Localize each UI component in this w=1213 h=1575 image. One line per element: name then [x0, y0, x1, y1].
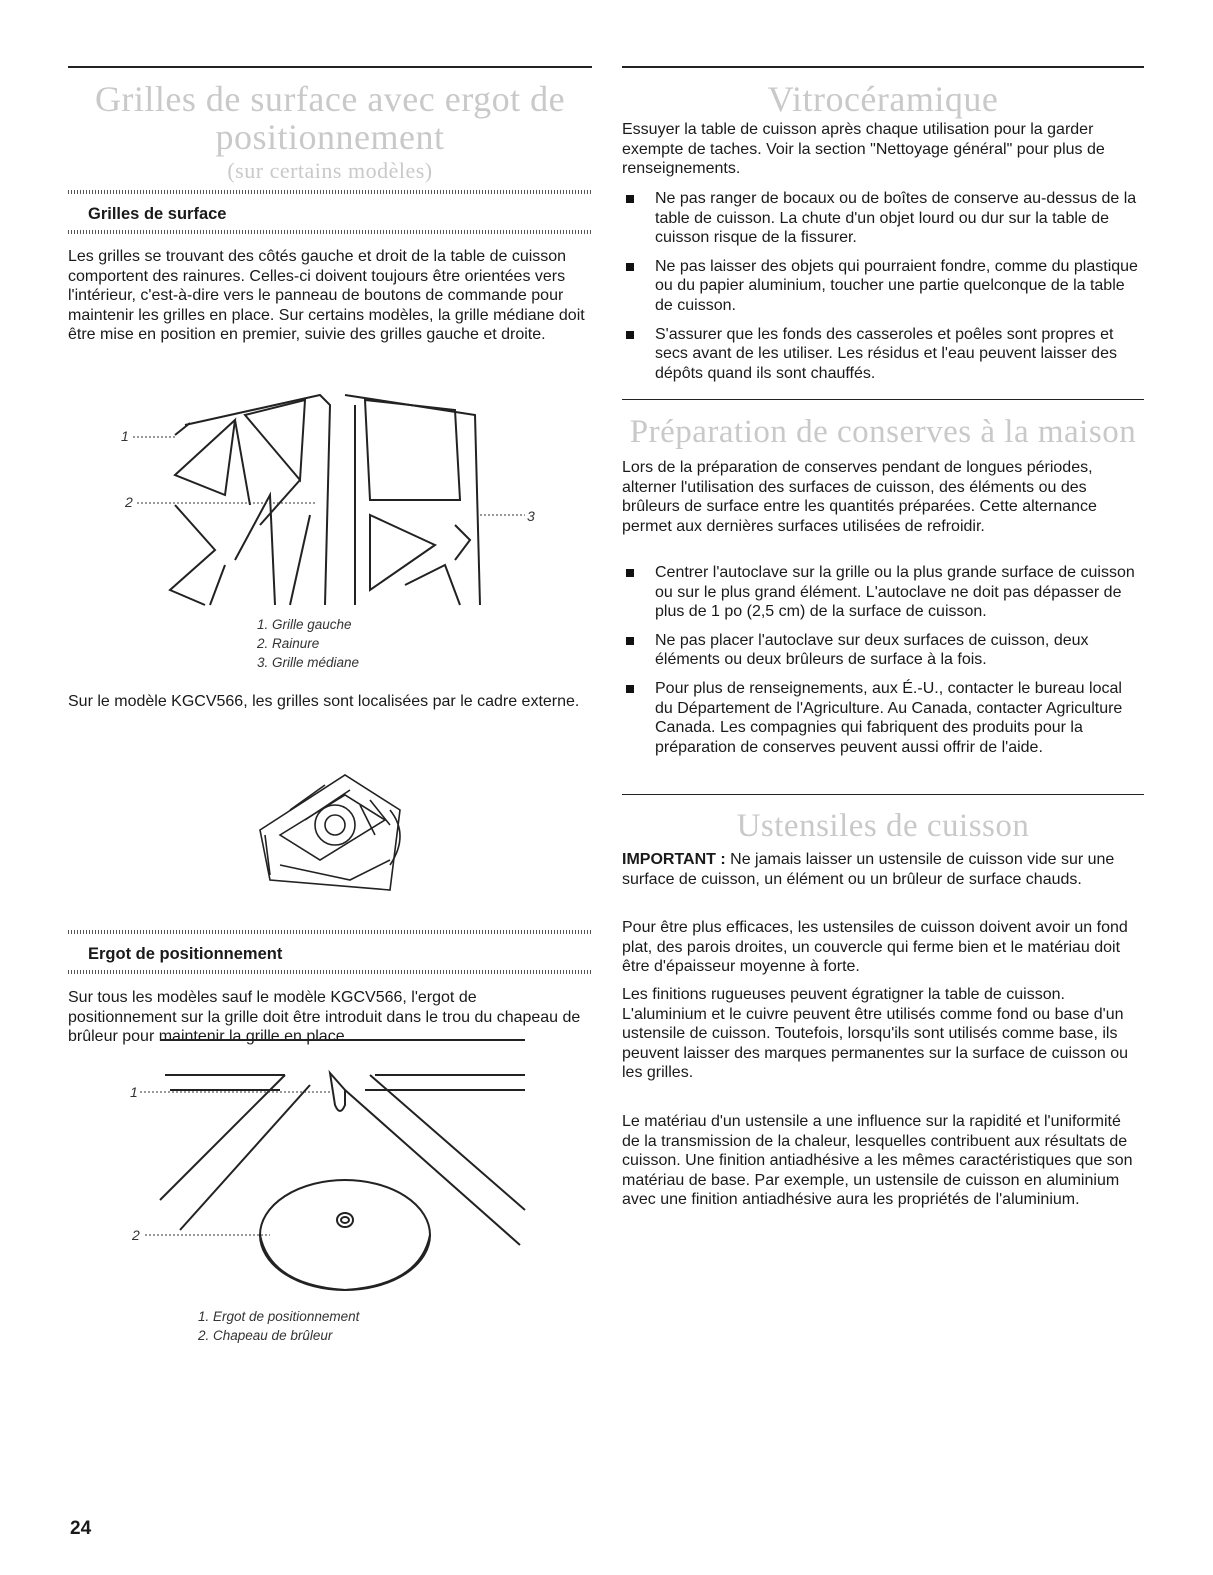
vitro-bullets: [622, 189, 1142, 392]
bullet-text: Ne pas laisser des objets qui pourraient fondre, comme du plastique ou du papier aluminium, toucher une partie quelconque de la table de cuisson.: [655, 257, 1138, 314]
bullet-item: [622, 189, 1142, 248]
ustensiles-rule: [622, 794, 1144, 795]
conserves-intro: Lors de la préparation de conserves pendant de longues périodes, alterner l'utilisation des surfaces de cuisson, des éléments ou des brûleurs de surface entre les quantités préparées. Cette alternance permet aux dernières surfaces utilisées de refroidir.: [622, 459, 1097, 535]
bullet-text: Pour plus de renseignements, aux É.-U., contacter le bureau local du Département de l'Agriculture. Au Canada, contacter Agriculture Canada. Les compagnies qui fabriquent des produits pour la préparation de conserves peuvent aussi offrir de l'aide.: [655, 679, 1123, 756]
conserves-title: Préparation de conserves à la maison: [629, 414, 1137, 450]
grates-illustration: [115, 375, 545, 615]
bullet-square-icon: [626, 263, 634, 271]
caption-item: 1. Ergot de positionnement: [198, 1309, 360, 1324]
title-line-1: Grilles de surface avec ergot de: [94, 79, 566, 119]
grates-callout-1: 1: [121, 428, 129, 444]
cap-callout-2: 2: [132, 1227, 140, 1243]
surface-heading: Grilles de surface: [88, 205, 227, 223]
important-paragraph: [622, 850, 1142, 889]
caption-item: 2. Chapeau de brûleur: [198, 1328, 333, 1343]
hatch-divider: [68, 970, 592, 974]
ustensiles-title: Ustensiles de cuisson: [736, 808, 1030, 844]
cap-callout-1: 1: [130, 1084, 138, 1100]
vitro-title: Vitrocéramique: [767, 79, 999, 119]
bullet-square-icon: [626, 569, 634, 577]
title-subtitle: (sur certains modèles): [227, 158, 433, 183]
bullet-square-icon: [626, 637, 634, 645]
bullet-item: [622, 631, 1142, 670]
bullet-item: [622, 325, 1142, 384]
bullet-item: [622, 257, 1142, 316]
bullet-item: [622, 679, 1142, 757]
important-text: Ne jamais laisser un ustensile de cuisson vide sur une surface de cuisson, un élément ou un brûleur de surface chauds.: [622, 851, 1115, 888]
caption-item: 1. Grille gauche: [257, 617, 352, 632]
conserves-rule: [622, 399, 1144, 400]
bullet-square-icon: [626, 685, 634, 693]
bullet-text: Ne pas ranger de bocaux ou de boîtes de conserve au-dessus de la table de cuisson. La chute d'un objet lourd ou dur sur la table de cuisson risque de la fissurer.: [655, 190, 1137, 247]
burner-cap-illustration: [120, 1035, 550, 1300]
left-section-title: [68, 80, 592, 186]
bullet-text: Ne pas placer l'autoclave sur deux surfaces de cuisson, deux éléments ou deux brûleurs de surface à la fois.: [655, 631, 1089, 669]
bullet-item: [622, 563, 1142, 622]
bullet-text: S'assurer que les fonds des casseroles et poêles sont propres et secs avant de les utiliser. Les résidus et l'eau peuvent laisser des dépôts quand ils sont chauffés.: [655, 325, 1117, 382]
important-label: IMPORTANT :: [622, 851, 726, 868]
vitro-intro: Essuyer la table de cuisson après chaque utilisation pour la garder exempte de taches. Voir la section "Nettoyage général" pour plus de renseignements.: [622, 121, 1105, 178]
bullet-square-icon: [626, 195, 634, 203]
ustensiles-paragraph: Le matériau d'un ustensile a une influence sur la rapidité et l'uniformité de la transmission de la chaleur, lesquelles contribuent aux résultats de cuisson. Une finition antiadhésive a les mêmes caractéristiques que son matériau de base. Par exemple, un ustensile de cuisson en aluminium avec une finition antiadhésive aura les propriétés de l'aluminium.: [622, 1113, 1133, 1209]
hatch-divider: [68, 230, 592, 234]
conserves-bullets: [622, 563, 1142, 766]
right-top-rule: [622, 66, 1144, 68]
grates-captions: [257, 615, 359, 672]
hatch-divider: [68, 930, 592, 934]
caption-item: 3. Grille médiane: [257, 655, 360, 670]
ergot-heading: Ergot de positionnement: [88, 945, 283, 963]
grates-callout-2: 2: [125, 494, 133, 510]
kgcv566-note: Sur le modèle KGCV566, les grilles sont localisées par le cadre externe.: [68, 693, 580, 710]
cap-captions: [198, 1307, 359, 1345]
left-top-rule: [68, 66, 592, 68]
ustensiles-paragraph: Pour être plus efficaces, les ustensiles de cuisson doivent avoir un fond plat, des parois droites, un couvercle qui ferme bien et le matériau doit être d'épaisseur moyenne à forte.: [622, 919, 1128, 976]
ustensiles-paragraph: Les finitions rugueuses peuvent égratigner la table de cuisson. L'aluminium et le cuivre peuvent être utilisés comme fond ou base d'un ustensile de cuisson. Toutefois, lorsqu'ils sont utilisés comme base, ils peuvent laisser des marques permanentes sur la surface de cuisson ou les grilles.: [622, 986, 1129, 1082]
hatch-divider: [68, 190, 592, 194]
title-line-2: positionnement: [215, 117, 445, 157]
caption-item: 2. Rainure: [257, 636, 320, 651]
ergot-paragraph: Sur tous les modèles sauf le modèle KGCV566, l'ergot de positionnement sur la grille doit être introduit dans le trou du chapeau de brûleur pour maintenir la grille en place.: [68, 989, 581, 1046]
bullet-text: Centrer l'autoclave sur la grille ou la plus grande surface de cuisson ou sur le plus grand élément. L'autoclave ne doit pas dépasser de plus de 1 po (2,5 cm) de la surface de cuisson.: [655, 564, 1135, 621]
cooktop-frame-illustration: [250, 765, 420, 905]
page-number: 24: [70, 1518, 92, 1539]
surface-paragraph: Les grilles se trouvant des côtés gauche et droit de la table de cuisson comportent des rainures. Celles-ci doivent toujours être orientées vers l'intérieur, c'est-à-dire vers le panneau de boutons de commande pour maintenir les grilles en place. Sur certains modèles, la grille médiane doit être mise en position en premier, suivie des grilles gauche et droite.: [68, 248, 585, 344]
bullet-square-icon: [626, 331, 634, 339]
grates-callout-3: 3: [527, 508, 535, 524]
